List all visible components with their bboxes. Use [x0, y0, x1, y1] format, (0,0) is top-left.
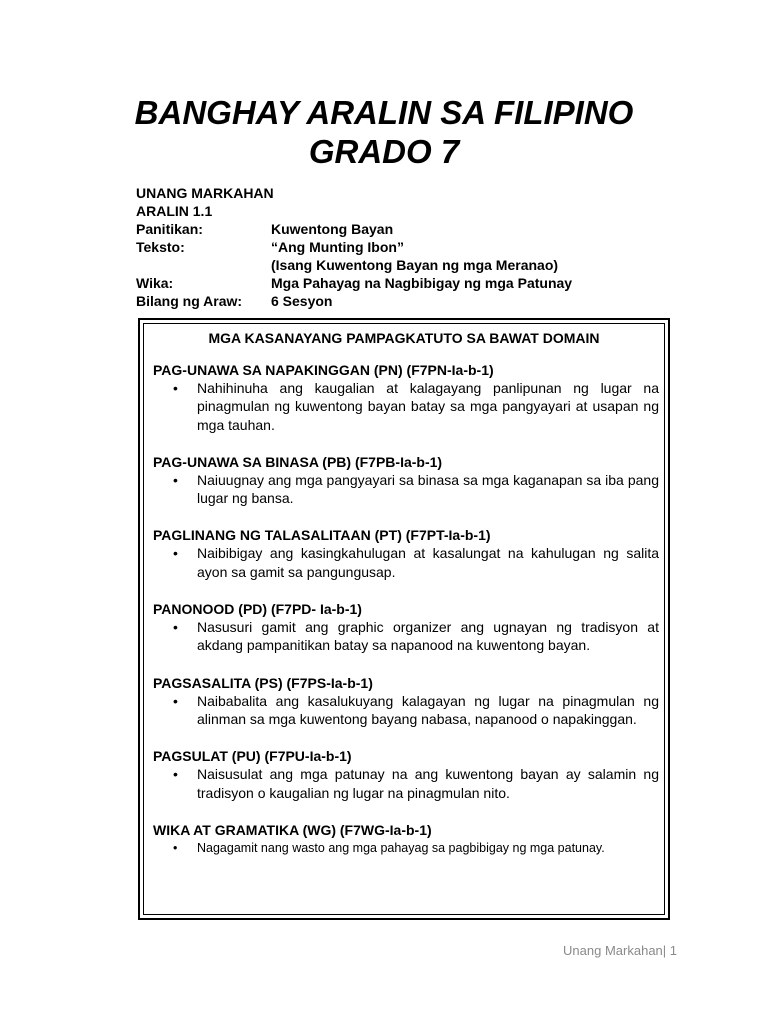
domain-section-pt: [153, 526, 659, 581]
domain-heading: PAGSASALITA (PS) (F7PS-Ia-b-1): [153, 674, 373, 691]
meta-row-teksto-subtitle: [136, 256, 572, 274]
meta-value: Kuwentong Bayan: [271, 221, 394, 237]
domain-heading: PAG-UNAWA SA NAPAKINGGAN (PN) (F7PN-Ia-b-1): [153, 362, 494, 378]
competencies-list: [153, 361, 659, 876]
document-title-line1: BANGHAY ARALIN SA FILIPINO: [134, 94, 634, 131]
meta-value: Mga Pahayag na Nagbibigay ng mga Patunay: [271, 275, 573, 291]
domain-section-ps: [153, 674, 659, 729]
meta-value: (Isang Kuwentong Bayan ng mga Meranao): [271, 257, 559, 273]
domain-section-pd: [153, 600, 659, 655]
quarter-label: UNANG MARKAHAN: [136, 185, 274, 201]
domain-heading: PAG-UNAWA SA BINASA (PB) (F7PB-Ia-b-1): [153, 453, 443, 470]
meta-value: 6 Sesyon: [271, 293, 333, 309]
meta-row-wika: [136, 274, 572, 292]
page-footer: Unang Markahan| 1: [563, 943, 677, 958]
bullet-icon: •: [173, 766, 178, 783]
competency-text: Naiuugnay ang mga pangyayari sa binasa sa mga kaganapan sa iba pang lugar ng bansa.: [197, 471, 659, 507]
list-item: [153, 471, 659, 508]
domain-heading: PAGLINANG NG TALASALITAAN (PT) (F7PT-Ia-b-1): [153, 527, 491, 544]
competency-text: Naibabalita ang kasalukuyang kalagayan ng lugar na pinagmulan ng alinman sa mga kuwentong bayang nabasa, napanood o napakinggan.: [197, 692, 659, 727]
bullet-icon: •: [173, 840, 178, 855]
meta-key: Wika:: [136, 275, 174, 291]
domain-heading: PANONOOD (PD) (F7PD- Ia-b-1): [153, 601, 362, 618]
bullet-icon: •: [173, 545, 178, 562]
bullet-icon: •: [173, 692, 178, 709]
list-item: [153, 379, 659, 434]
lesson-label: ARALIN 1.1: [136, 203, 213, 219]
document-title-line2: GRADO 7: [308, 133, 460, 170]
bullet-icon: •: [173, 380, 178, 396]
meta-row-panitikan: [136, 220, 572, 238]
list-item: [153, 618, 659, 655]
competency-text: Nagagamit nang wasto ang mga pahayag sa pagbibigay ng mga patunay.: [197, 840, 605, 855]
competency-text: Nahihinuha ang kaugalian at kalagayang panlipunan ng lugar na pinagmulan ng kuwentong bayan batay sa mga pangyayari at usapan ng mga tauhan.: [197, 380, 659, 433]
bullet-icon: •: [173, 471, 178, 488]
domain-section-pu: [153, 747, 659, 802]
domain-section-wg: [153, 821, 659, 857]
meta-row-bilang-ng-araw: [136, 292, 572, 310]
meta-row-teksto: [136, 238, 572, 256]
competency-text: Nasusuri gamit ang graphic organizer ang ugnayan ng tradisyon at akdang pampanitikan batay sa napanood na kuwentong bayan.: [197, 619, 659, 654]
meta-key: Bilang ng Araw:: [136, 293, 243, 309]
list-item: [153, 839, 659, 857]
meta-value: “Ang Munting Ibon”: [271, 239, 404, 255]
meta-key: [136, 256, 271, 274]
list-item: [153, 765, 659, 802]
competency-text: Naibibigay ang kasingkahulugan at kasalungat na kahulugan ng salita ayon sa gamit sa pangungusap.: [197, 545, 659, 580]
list-item: [153, 692, 659, 729]
lesson-meta: [136, 184, 572, 310]
bullet-icon: •: [173, 619, 178, 636]
domain-heading: WIKA AT GRAMATIKA (WG) (F7WG-Ia-b-1): [153, 821, 432, 838]
list-item: [153, 544, 659, 581]
competency-text: Naisusulat ang mga patunay na ang kuwentong bayan ay salamin ng tradisyon o kaugalian ng lugar na pinagmulan nito.: [197, 766, 659, 801]
domain-section-pb: [153, 453, 659, 508]
meta-key: Teksto:: [136, 239, 185, 255]
domain-heading: PAGSULAT (PU) (F7PU-Ia-b-1): [153, 748, 352, 765]
domain-section-pn: [153, 361, 659, 434]
competencies-box-title: MGA KASANAYANG PAMPAGKATUTO SA BAWAT DOMAIN: [208, 330, 600, 346]
meta-key: Panitikan:: [136, 221, 203, 237]
